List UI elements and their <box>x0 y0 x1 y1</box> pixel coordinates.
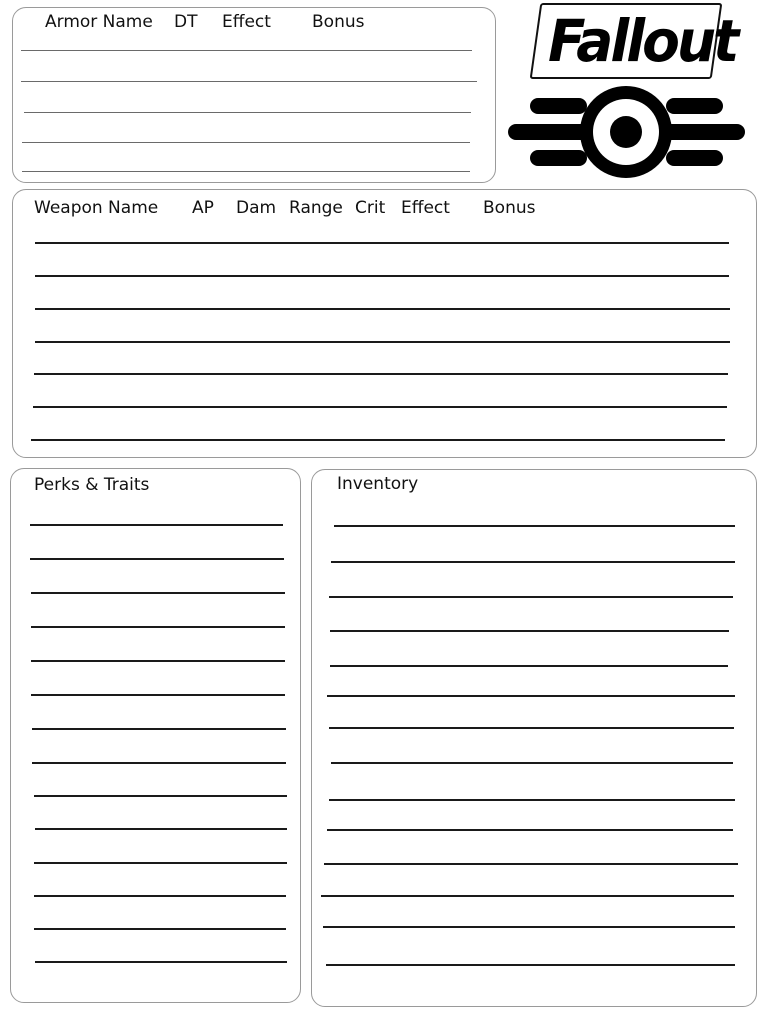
weapon-row-line[interactable] <box>33 406 727 408</box>
perk-row-line[interactable] <box>30 558 284 560</box>
perk-row-line[interactable] <box>32 728 286 730</box>
perk-row-line[interactable] <box>31 660 285 662</box>
inventory-row-line[interactable] <box>324 863 738 865</box>
inventory-title: Inventory <box>337 474 419 494</box>
weapon-name-header: Weapon Name <box>34 198 159 218</box>
armor-effect-header: Effect <box>222 12 271 32</box>
armor-dt-header: DT <box>174 12 198 32</box>
inventory-row-line[interactable] <box>321 895 734 897</box>
perk-row-line[interactable] <box>34 862 287 864</box>
armor-row-line[interactable] <box>22 142 470 143</box>
weapon-section <box>12 189 757 458</box>
inventory-row-line[interactable] <box>329 799 735 801</box>
perks-traits-title: Perks & Traits <box>34 475 150 495</box>
weapon-row-line[interactable] <box>35 242 729 244</box>
inventory-row-line[interactable] <box>334 525 735 527</box>
armor-row-line[interactable] <box>22 171 470 172</box>
fallout-logo: Fallout <box>548 7 737 75</box>
weapon-crit-header: Crit <box>355 198 386 218</box>
weapon-row-line[interactable] <box>35 341 730 343</box>
weapon-effect-header: Effect <box>401 198 450 218</box>
inventory-row-line[interactable] <box>327 829 733 831</box>
perk-row-line[interactable] <box>34 795 287 797</box>
armor-row-line[interactable] <box>21 81 477 82</box>
inventory-row-line[interactable] <box>327 695 735 697</box>
vault-emblem-icon <box>505 82 748 186</box>
weapon-bonus-header: Bonus <box>483 198 536 218</box>
perk-row-line[interactable] <box>35 961 287 963</box>
perk-row-line[interactable] <box>30 524 283 526</box>
perks-traits-section <box>10 468 301 1003</box>
inventory-row-line[interactable] <box>330 665 728 667</box>
armor-name-header: Armor Name <box>45 12 153 32</box>
armor-row-line[interactable] <box>21 50 472 51</box>
perk-row-line[interactable] <box>31 694 285 696</box>
weapon-row-line[interactable] <box>34 373 728 375</box>
armor-section <box>12 7 496 183</box>
inventory-row-line[interactable] <box>330 630 729 632</box>
perk-row-line[interactable] <box>34 928 286 930</box>
weapon-range-header: Range <box>289 198 343 218</box>
inventory-row-line[interactable] <box>331 762 733 764</box>
inventory-section <box>311 469 757 1007</box>
weapon-ap-header: AP <box>192 198 214 218</box>
inventory-row-line[interactable] <box>331 561 735 563</box>
perk-row-line[interactable] <box>31 592 285 594</box>
inventory-row-line[interactable] <box>323 926 735 928</box>
perk-row-line[interactable] <box>31 626 285 628</box>
inventory-row-line[interactable] <box>329 727 734 729</box>
inventory-row-line[interactable] <box>329 596 733 598</box>
weapon-row-line[interactable] <box>31 439 725 441</box>
perk-row-line[interactable] <box>35 828 287 830</box>
perk-row-line[interactable] <box>32 762 286 764</box>
inventory-row-line[interactable] <box>326 964 735 966</box>
weapon-row-line[interactable] <box>35 275 729 277</box>
perk-row-line[interactable] <box>34 895 286 897</box>
armor-bonus-header: Bonus <box>312 12 365 32</box>
armor-row-line[interactable] <box>24 112 471 113</box>
weapon-row-line[interactable] <box>35 308 730 310</box>
weapon-dam-header: Dam <box>236 198 277 218</box>
